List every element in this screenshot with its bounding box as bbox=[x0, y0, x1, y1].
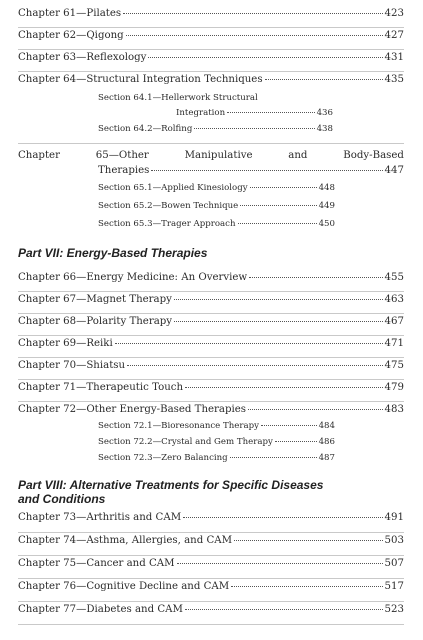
divider bbox=[18, 578, 404, 579]
toc-section-64-1-line1[interactable]: Section 64.1—Hellerwork Structural bbox=[98, 93, 258, 103]
divider bbox=[18, 49, 404, 50]
toc-entry-page: 427 bbox=[384, 30, 404, 41]
toc-entry-chapter-68[interactable] bbox=[18, 316, 404, 327]
toc-entry-title: Section 72.1—Bioresonance Therapy bbox=[98, 421, 259, 431]
toc-entry-title: Chapter 72—Other Energy-Based Therapies bbox=[18, 404, 247, 415]
dot-leader bbox=[275, 441, 317, 442]
toc-entry-chapter-76[interactable] bbox=[18, 581, 404, 592]
toc-entry-title: Chapter 64—Structural Integration Techniques bbox=[18, 74, 263, 85]
divider bbox=[18, 143, 404, 144]
toc-entry-chapter-64[interactable] bbox=[18, 74, 404, 85]
toc-entry-chapter-69[interactable] bbox=[18, 338, 404, 349]
toc-entry-title: Chapter 77—Diabetes and CAM bbox=[18, 604, 183, 615]
toc-entry-title: Chapter 71—Therapeutic Touch bbox=[18, 382, 184, 393]
toc-entry-chapter-63[interactable] bbox=[18, 52, 404, 63]
dot-leader bbox=[240, 205, 316, 206]
toc-entry-title: Section 72.3—Zero Balancing bbox=[98, 453, 228, 463]
toc-entry-page: 483 bbox=[384, 404, 404, 415]
toc-section-65-3[interactable] bbox=[98, 219, 335, 229]
dot-leader bbox=[115, 343, 383, 344]
dot-leader bbox=[227, 112, 314, 113]
toc-entry-page: 455 bbox=[384, 272, 404, 283]
divider bbox=[18, 291, 404, 292]
dot-leader bbox=[185, 609, 383, 610]
toc-section-72-2[interactable] bbox=[98, 437, 335, 447]
part-vii-heading: Part VII: Energy-Based Therapies bbox=[18, 246, 208, 260]
dot-leader bbox=[174, 321, 382, 322]
toc-entry-title: Section 65.3—Trager Approach bbox=[98, 219, 236, 229]
toc-section-64-1[interactable] bbox=[176, 108, 333, 118]
divider bbox=[18, 401, 404, 402]
toc-section-65-2[interactable] bbox=[98, 201, 335, 211]
toc-section-72-1[interactable] bbox=[98, 421, 335, 431]
toc-section-65-1[interactable] bbox=[98, 183, 335, 193]
toc-entry-chapter-72[interactable] bbox=[18, 404, 404, 415]
dot-leader bbox=[250, 187, 317, 188]
toc-entry-page: 436 bbox=[316, 108, 333, 118]
toc-entry-chapter-66[interactable] bbox=[18, 272, 404, 283]
toc-entry-title: Chapter 70—Shiatsu bbox=[18, 360, 126, 371]
divider bbox=[18, 357, 404, 358]
divider bbox=[18, 555, 404, 556]
toc-entry-chapter-65[interactable] bbox=[98, 165, 404, 176]
divider bbox=[18, 601, 404, 602]
divider bbox=[18, 313, 404, 314]
divider bbox=[18, 71, 404, 72]
toc-entry-title: Section 64.2—Rolfing bbox=[98, 124, 193, 134]
toc-entry-title: Chapter 63—Reflexology bbox=[18, 52, 147, 63]
dot-leader bbox=[174, 299, 383, 300]
toc-entry-page: 450 bbox=[318, 219, 335, 229]
title-word: and bbox=[288, 150, 308, 161]
divider bbox=[18, 27, 404, 28]
toc-entry-page: 484 bbox=[318, 421, 335, 431]
toc-entry-page: 447 bbox=[384, 165, 404, 176]
toc-entry-title: Section 72.2—Crystal and Gem Therapy bbox=[98, 437, 273, 447]
title-word: Chapter bbox=[18, 150, 60, 161]
toc-entry-title: Section 65.1—Applied Kinesiology bbox=[98, 183, 248, 193]
toc-entry-page: 503 bbox=[384, 535, 404, 546]
dot-leader bbox=[265, 79, 383, 80]
dot-leader bbox=[123, 13, 382, 14]
toc-entry-page: 438 bbox=[316, 124, 333, 134]
dot-leader bbox=[177, 563, 383, 564]
dot-leader bbox=[248, 409, 383, 410]
toc-entry-page: 435 bbox=[384, 74, 404, 85]
toc-entry-page: 463 bbox=[384, 294, 404, 305]
title-word: 65—Other bbox=[95, 150, 149, 161]
toc-entry-chapter-62[interactable] bbox=[18, 30, 404, 41]
dot-leader bbox=[151, 170, 382, 171]
toc-section-64-2[interactable] bbox=[98, 124, 333, 134]
divider bbox=[18, 335, 404, 336]
toc-entry-title: Chapter 73—Arthritis and CAM bbox=[18, 512, 182, 523]
toc-entry-title: Chapter 74—Asthma, Allergies, and CAM bbox=[18, 535, 233, 546]
toc-entry-title: Chapter 61—Pilates bbox=[18, 8, 122, 19]
toc-entry-chapter-75[interactable] bbox=[18, 558, 404, 569]
dot-leader bbox=[238, 223, 317, 224]
toc-entry-chapter-65-line1[interactable] bbox=[18, 150, 404, 161]
dot-leader bbox=[127, 365, 382, 366]
title-word: Body-Based bbox=[343, 150, 404, 161]
dot-leader bbox=[185, 387, 383, 388]
toc-entry-title: Chapter 68—Polarity Therapy bbox=[18, 316, 173, 327]
toc-entry-page: 491 bbox=[384, 512, 404, 523]
toc-entry-page: 467 bbox=[384, 316, 404, 327]
toc-entry-title: Chapter 75—Cancer and CAM bbox=[18, 558, 175, 569]
dot-leader bbox=[230, 457, 317, 458]
dot-leader bbox=[231, 586, 382, 587]
dot-leader bbox=[249, 277, 382, 278]
toc-entry-page: 517 bbox=[384, 581, 404, 592]
toc-entry-chapter-77[interactable] bbox=[18, 604, 404, 615]
toc-entry-page: 486 bbox=[318, 437, 335, 447]
dot-leader bbox=[183, 517, 382, 518]
divider bbox=[18, 624, 404, 625]
toc-entry-page: 448 bbox=[318, 183, 335, 193]
toc-entry-page: 479 bbox=[384, 382, 404, 393]
toc-entry-page: 423 bbox=[384, 8, 404, 19]
toc-entry-page: 431 bbox=[384, 52, 404, 63]
title-word: Manipulative bbox=[184, 150, 253, 161]
toc-entry-chapter-61[interactable] bbox=[18, 8, 404, 19]
dot-leader bbox=[126, 35, 383, 36]
toc-entry-title: Chapter 69—Reiki bbox=[18, 338, 113, 349]
dot-leader bbox=[234, 540, 382, 541]
toc-entry-title: Chapter 76—Cognitive Decline and CAM bbox=[18, 581, 230, 592]
dot-leader bbox=[194, 128, 314, 129]
divider bbox=[18, 379, 404, 380]
toc-entry-title: Chapter 66—Energy Medicine: An Overview bbox=[18, 272, 248, 283]
dot-leader bbox=[148, 57, 382, 58]
dot-leader bbox=[261, 425, 317, 426]
divider bbox=[18, 532, 404, 533]
toc-entry-chapter-73[interactable] bbox=[18, 512, 404, 523]
toc-entry-chapter-74[interactable] bbox=[18, 535, 404, 546]
toc-entry-chapter-71[interactable] bbox=[18, 382, 404, 393]
part-viii-heading-line1: Part VIII: Alternative Treatments for Specific Diseases bbox=[18, 478, 324, 492]
toc-entry-title: Chapter 67—Magnet Therapy bbox=[18, 294, 172, 305]
toc-entry-title: Therapies bbox=[98, 165, 150, 176]
part-viii-heading-line2: and Conditions bbox=[18, 492, 106, 506]
toc-entry-title: Section 65.2—Bowen Technique bbox=[98, 201, 239, 211]
toc-entry-page: 449 bbox=[318, 201, 335, 211]
toc-entry-chapter-70[interactable] bbox=[18, 360, 404, 371]
toc-entry-chapter-67[interactable] bbox=[18, 294, 404, 305]
toc-section-72-3[interactable] bbox=[98, 453, 335, 463]
toc-entry-page: 487 bbox=[318, 453, 335, 463]
toc-entry-page: 523 bbox=[384, 604, 404, 615]
toc-entry-title: Integration bbox=[176, 108, 226, 118]
toc-entry-page: 507 bbox=[384, 558, 404, 569]
toc-entry-title: Chapter 62—Qigong bbox=[18, 30, 124, 41]
toc-entry-page: 471 bbox=[384, 338, 404, 349]
toc-entry-page: 475 bbox=[384, 360, 404, 371]
